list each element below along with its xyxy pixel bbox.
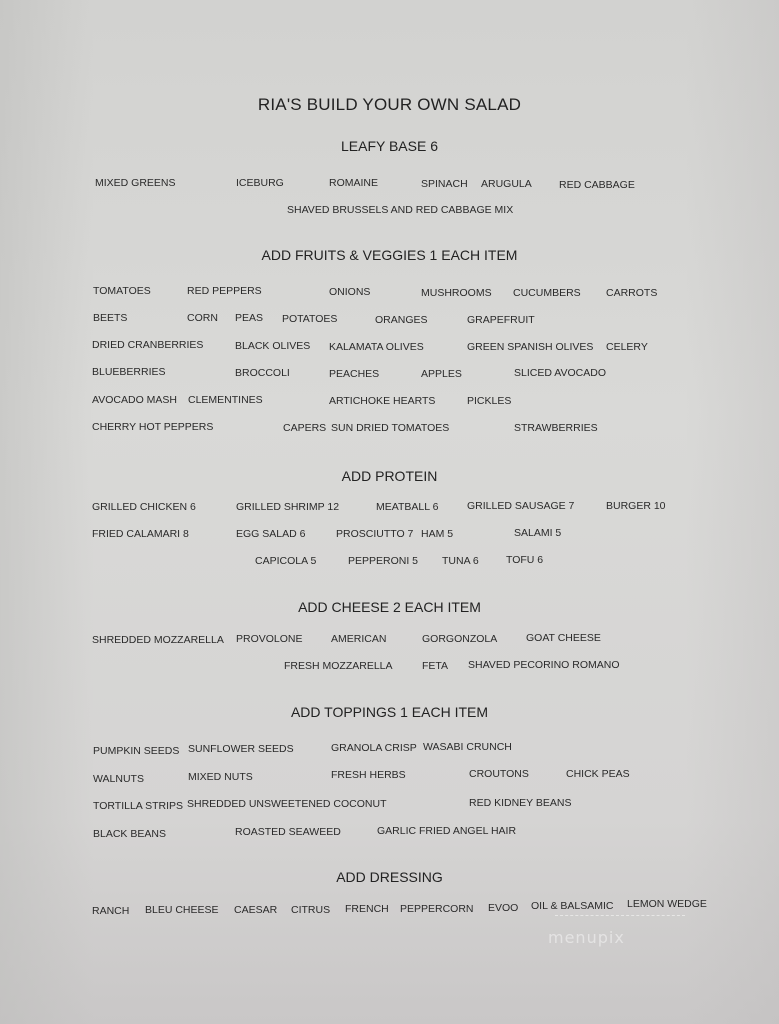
menu-item: MUSHROOMS [421,287,492,299]
menu-item: HAM 5 [421,528,454,540]
menu-item: CROUTONS [469,768,529,780]
decorative-dashed-line [555,915,685,917]
menu-item: CAESAR [234,904,278,916]
menu-item: GREEN SPANISH OLIVES [467,341,594,353]
watermark-logo: menupix [548,928,625,947]
menu-item: SHREDDED MOZZARELLA [92,634,224,646]
menu-item: KALAMATA OLIVES [329,341,424,353]
menu-item: CHICK PEAS [566,768,630,780]
menu-item: ROMAINE [329,177,379,189]
menu-item: GORGONZOLA [422,633,498,645]
menu-item: LEMON WEDGE [627,898,707,910]
menu-item: GRILLED SAUSAGE 7 [467,500,575,512]
menu-item: ORANGES [375,314,428,326]
menu-item: BEETS [93,312,128,324]
menu-item: GOAT CHEESE [526,632,601,644]
menu-item: POTATOES [282,313,338,325]
section-heading-leafy-base: LEAFY BASE 6 [340,138,438,154]
menu-item: GRANOLA CRISP [331,742,417,754]
menu-item: ONIONS [329,286,371,298]
menu-item: SHREDDED UNSWEETENED COCONUT [187,798,387,810]
menu-item: EGG SALAD 6 [236,528,306,540]
menu-item: PICKLES [467,395,512,407]
menu-item: TUNA 6 [442,555,479,567]
menu-item: BLUEBERRIES [92,366,166,378]
menu-item: STRAWBERRIES [514,422,598,434]
menu-item: FRESH MOZZARELLA [284,660,393,672]
menu-item: WASABI CRUNCH [423,741,512,753]
menu-item: RED KIDNEY BEANS [469,797,572,809]
menu-item: OIL & BALSAMIC [531,900,614,912]
section-heading-fruits-veggies: ADD FRUITS & VEGGIES 1 EACH ITEM [261,247,518,263]
menu-item: CUCUMBERS [513,287,581,299]
menu-item: PUMPKIN SEEDS [93,745,180,757]
menu-title: RIA'S BUILD YOUR OWN SALAD [257,95,522,114]
menu-item: TOMATOES [93,285,151,297]
menu-item: CAPERS [283,422,327,434]
menu-item: CARROTS [606,287,658,299]
section-heading-dressing: ADD DRESSING [336,869,443,885]
menu-item: BLACK BEANS [93,828,166,840]
menu-item: GRILLED SHRIMP 12 [236,501,340,513]
menu-item: PEACHES [329,368,380,380]
menu-item: SHAVED BRUSSELS AND RED CABBAGE MIX [287,204,514,216]
menu-item: CITRUS [291,904,331,916]
menu-item: TORTILLA STRIPS [93,800,184,812]
menu-item: FRESH HERBS [331,769,406,781]
menu-item: CHERRY HOT PEPPERS [92,421,214,433]
menu-item: RANCH [92,905,130,917]
menu-item: BLACK OLIVES [235,340,311,352]
menu-item: ARUGULA [481,178,532,190]
menu-item: AVOCADO MASH [92,394,177,406]
section-heading-protein: ADD PROTEIN [341,468,438,484]
menu-item: PROVOLONE [236,633,303,645]
menu-item: PEPPERONI 5 [348,555,419,567]
menu-item: MIXED GREENS [95,177,176,189]
menu-item: BROCCOLI [235,367,290,379]
menu-item: CAPICOLA 5 [255,555,317,567]
menu-item: ICEBURG [236,177,284,189]
menu-item: MIXED NUTS [188,771,253,783]
menu-item: SUNFLOWER SEEDS [188,743,294,755]
menu-item: CLEMENTINES [188,394,263,406]
menu-item: BLEU CHEESE [145,904,219,916]
menu-item: BURGER 10 [606,500,666,512]
menu-item: ROASTED SEAWEED [235,826,341,838]
menu-item: SUN DRIED TOMATOES [331,422,450,434]
section-heading-cheese: ADD CHEESE 2 EACH ITEM [298,599,481,615]
menu-item: WALNUTS [93,773,144,785]
menu-item: FETA [422,660,449,672]
menu-item: TOFU 6 [506,554,544,566]
menu-item: GRILLED CHICKEN 6 [92,501,196,513]
menu-item: GRAPEFRUIT [467,314,535,326]
menu-item: FRIED CALAMARI 8 [92,528,189,540]
menu-item: CELERY [606,341,648,353]
menu-item: SPINACH [421,178,468,190]
menu-item: APPLES [421,368,462,380]
menu-item: PEAS [235,312,264,324]
menu-item: ARTICHOKE HEARTS [329,395,436,407]
menu-item: PROSCIUTTO 7 [336,528,414,540]
menu-item: AMERICAN [331,633,387,645]
menu-item: CORN [187,312,218,324]
section-heading-toppings: ADD TOPPINGS 1 EACH ITEM [290,704,489,720]
menu-item: SALAMI 5 [514,527,562,539]
menu-item: PEPPERCORN [400,903,474,915]
menu-item: RED PEPPERS [187,285,262,297]
menu-item: GARLIC FRIED ANGEL HAIR [377,825,517,837]
menu-item: SLICED AVOCADO [514,367,606,379]
menu-item: FRENCH [345,903,389,915]
menu-item: SHAVED PECORINO ROMANO [468,659,620,671]
menu-item: MEATBALL 6 [376,501,439,513]
menu-item: EVOO [488,902,519,914]
menu-item: DRIED CRANBERRIES [92,339,204,351]
menu-item: RED CABBAGE [559,179,635,191]
